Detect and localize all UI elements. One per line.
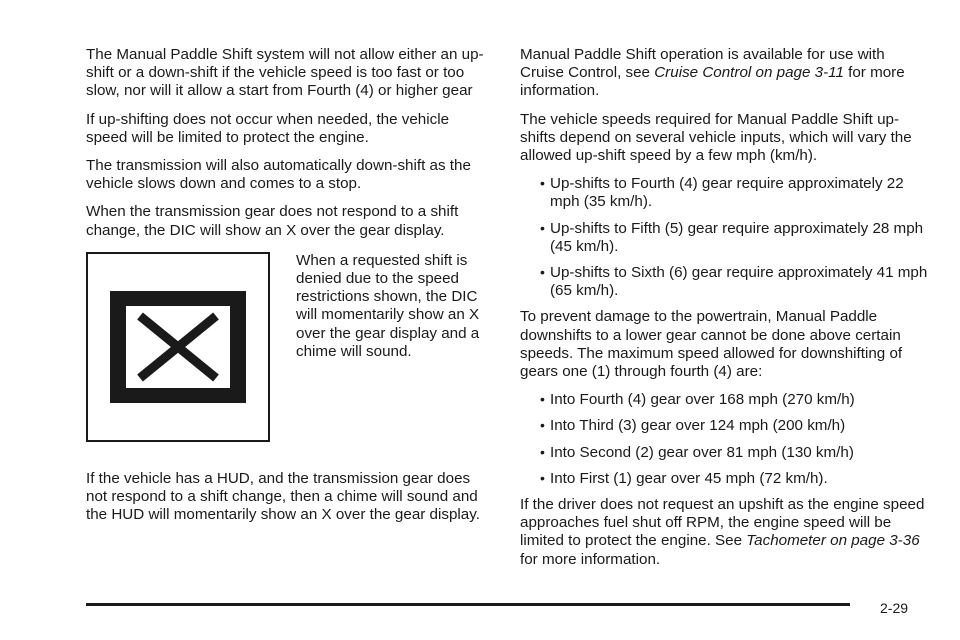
- list-item: • Up-shifts to Fifth (5) gear require approximately 28 mph (45 km/h).: [520, 220, 930, 256]
- left-column: [86, 46, 494, 534]
- fuel-text-before: If the driver does not request an upshift as the engine speed approaches fuel shut off RPM, the engine speed will be limited to protect the engine. See: [520, 496, 925, 550]
- fuel-text-after: for more information.: [520, 550, 661, 568]
- list-item: • Into Third (3) gear over 124 mph (200 km/h): [520, 417, 930, 435]
- figure-block: [86, 252, 494, 460]
- upshift-list: [520, 175, 930, 300]
- x-gear-display-icon: [88, 254, 268, 440]
- paragraph-cruise-control: [520, 46, 930, 101]
- paragraph-fuel-shutoff: [520, 496, 930, 569]
- paragraph-hud: If the vehicle has a HUD, and the transmission gear does not respond to a shift change, then a chime will sound and the HUD will momentarily show an X over the gear display.: [86, 469, 480, 524]
- cruise-control-link[interactable]: Cruise Control on page 3-11: [654, 64, 844, 82]
- paragraph-dic-x: When the transmission gear does not respond to a shift change, the DIC will show an X over the gear display.: [86, 203, 459, 239]
- cruise-text-before: Manual Paddle Shift operation is available for use with Cruise Control, see: [520, 46, 885, 82]
- paragraph-upshift-speeds: The vehicle speeds required for Manual Paddle Shift up-shifts depend on several vehicle inputs, which will vary the allowed up-shift speed by a few mph (km/h).: [520, 110, 912, 165]
- figure-frame: [86, 252, 270, 442]
- tachometer-link[interactable]: Tachometer on page 3-36: [746, 532, 920, 550]
- downshift-list: [520, 391, 930, 488]
- list-item: • Up-shifts to Fourth (4) gear require approximately 22 mph (35 km/h).: [520, 175, 930, 211]
- list-item: • Into First (1) gear over 45 mph (72 km/h).: [520, 470, 930, 488]
- right-column: [520, 46, 930, 579]
- list-item: • Into Second (2) gear over 81 mph (130 km/h): [520, 444, 930, 462]
- paragraph-upshift-limit: If up-shifting does not occur when needed, the vehicle speed will be limited to protect the engine.: [86, 110, 450, 146]
- page-number: 2-29: [880, 600, 909, 616]
- list-item: • Into Fourth (4) gear over 168 mph (270 km/h): [520, 391, 930, 409]
- paragraph-downshift-limits: To prevent damage to the powertrain, Manual Paddle downshifts to a lower gear cannot be done above certain speeds. The maximum speed allowed for downshifting of gears one (1) through fourth (4) are:: [520, 308, 903, 381]
- paragraph-auto-downshift: The transmission will also automatically down-shift as the vehicle slows down and comes to a stop.: [86, 157, 471, 193]
- figure-caption: When a requested shift is denied due to the speed restrictions shown, the DIC will momentarily show an X over the gear display and a chime will sound.: [296, 251, 480, 360]
- footer-rule: [86, 603, 850, 606]
- paragraph-speed-limits: The Manual Paddle Shift system will not allow either an up-shift or a down-shift if the vehicle speed is too fast or too slow, nor will it allow a start from Fourth (4) or higher gear: [86, 46, 484, 100]
- cruise-text-after: for more information.: [520, 64, 905, 100]
- list-item: • Up-shifts to Sixth (6) gear require approximately 41 mph (65 km/h).: [520, 264, 930, 300]
